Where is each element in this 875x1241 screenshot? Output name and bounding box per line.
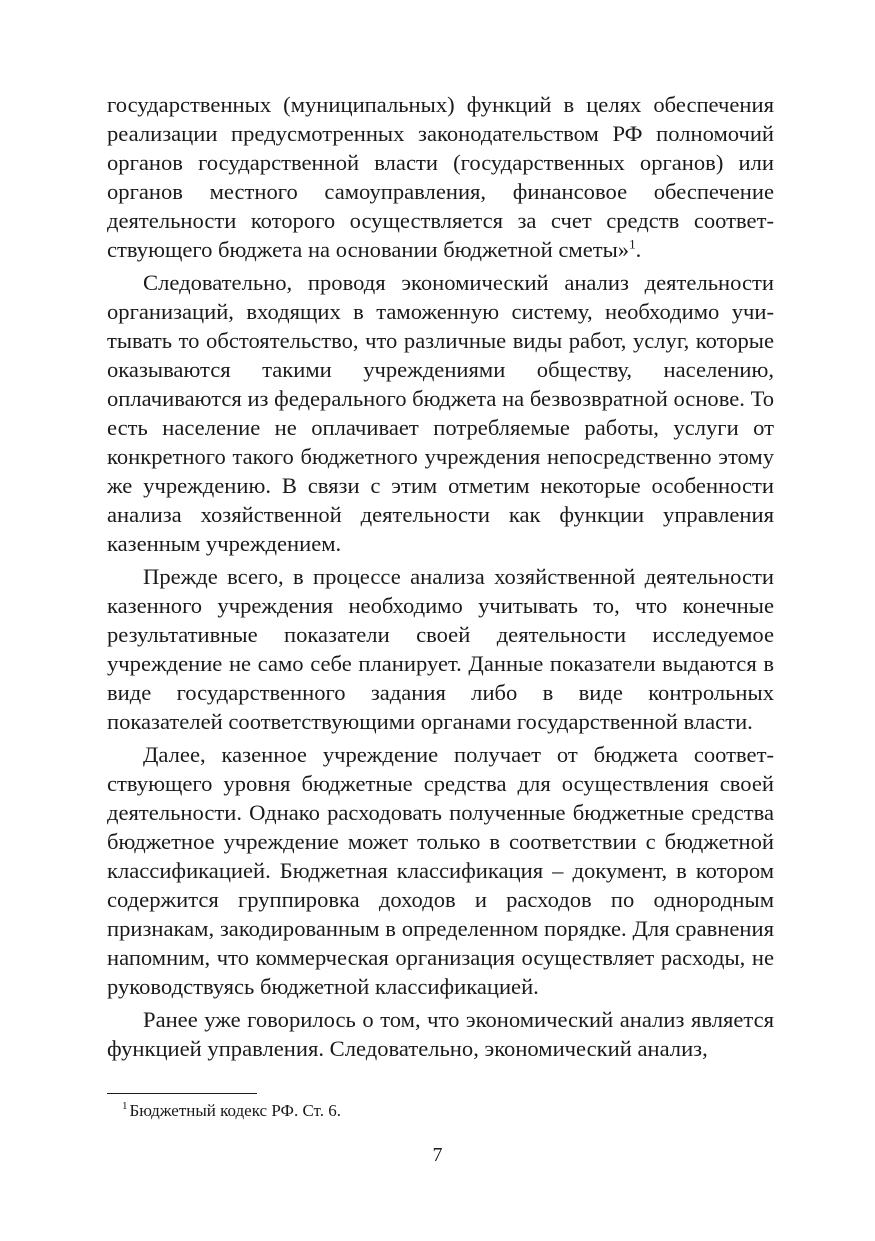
footnote-divider xyxy=(107,1093,257,1094)
paragraph-5: Ранее уже говорилось о том, что экономический анализ является функцией управления. Следовательно, экономический анализ, xyxy=(107,1007,774,1061)
main-text xyxy=(107,90,774,1067)
footnote-number: 1 xyxy=(122,1100,128,1113)
footnote-reference: 1 xyxy=(629,236,636,252)
paragraph-4: Далее, казенное учреждение получает от бюджета соответствующего уровня бюджетные средства для осуществления своей деятельности. Однако расходовать полученные бюджетные средства бюджетное учреждение может только в соответствии с бюджетной классификацией. Бюджетная классификация – документ, в котором содержится группировка доходов и расходов по однородным признакам, закодированным в определенном порядке. Для сравнения напомним, что коммерческая организация осуществляет расходы, не руководствуясь бюджетной классификацией. xyxy=(107,742,774,999)
footnote xyxy=(122,1100,341,1122)
footnote-text: Бюджетный кодекс РФ. Ст. 6. xyxy=(129,1101,341,1120)
paragraph-3: Прежде всего, в процессе анализа хозяйственной деятельности казенного учреждения необходимо учитывать то, что конечные результативные показатели своей деятельности исследуемое учреждение не само себе планирует. Данные показатели выдаются в виде государственного задания либо в виде контрольных показателей соответствующими органами государственной власти. xyxy=(107,564,774,734)
paragraph-1-trailing: . xyxy=(635,237,642,262)
page-number: 7 xyxy=(432,1144,443,1166)
paragraph-1 xyxy=(107,90,774,264)
paragraph-1-text: государственных (муниципальных) функций в целях обеспечения реализации предусмотренных законодательством РФ полномочий органов государственной власти (государственных органов) или органов местного самоуправления, финансовое обеспечение деятельности которого осуществляется за счет средств соответствующего бюджета на основании бюджетной сметы» xyxy=(107,92,774,262)
paragraph-2: Следовательно, проводя экономический анализ деятельности организаций, входящих в таможенную систему, необходимо учитывать то обстоятельство, что различные виды работ, услуг, которые оказываются такими учреждениями обществу, населению, оплачиваются из федерального бюджета на безвозвратной основе. То есть население не оплачивает потребляемые работы, услуги от конкретного такого бюджетного учреждения непосредственно этому же учреждению. В связи с этим отметим некоторые особенности анализа хозяйственной деятельности как функции управления казенным учреждением. xyxy=(107,270,774,556)
